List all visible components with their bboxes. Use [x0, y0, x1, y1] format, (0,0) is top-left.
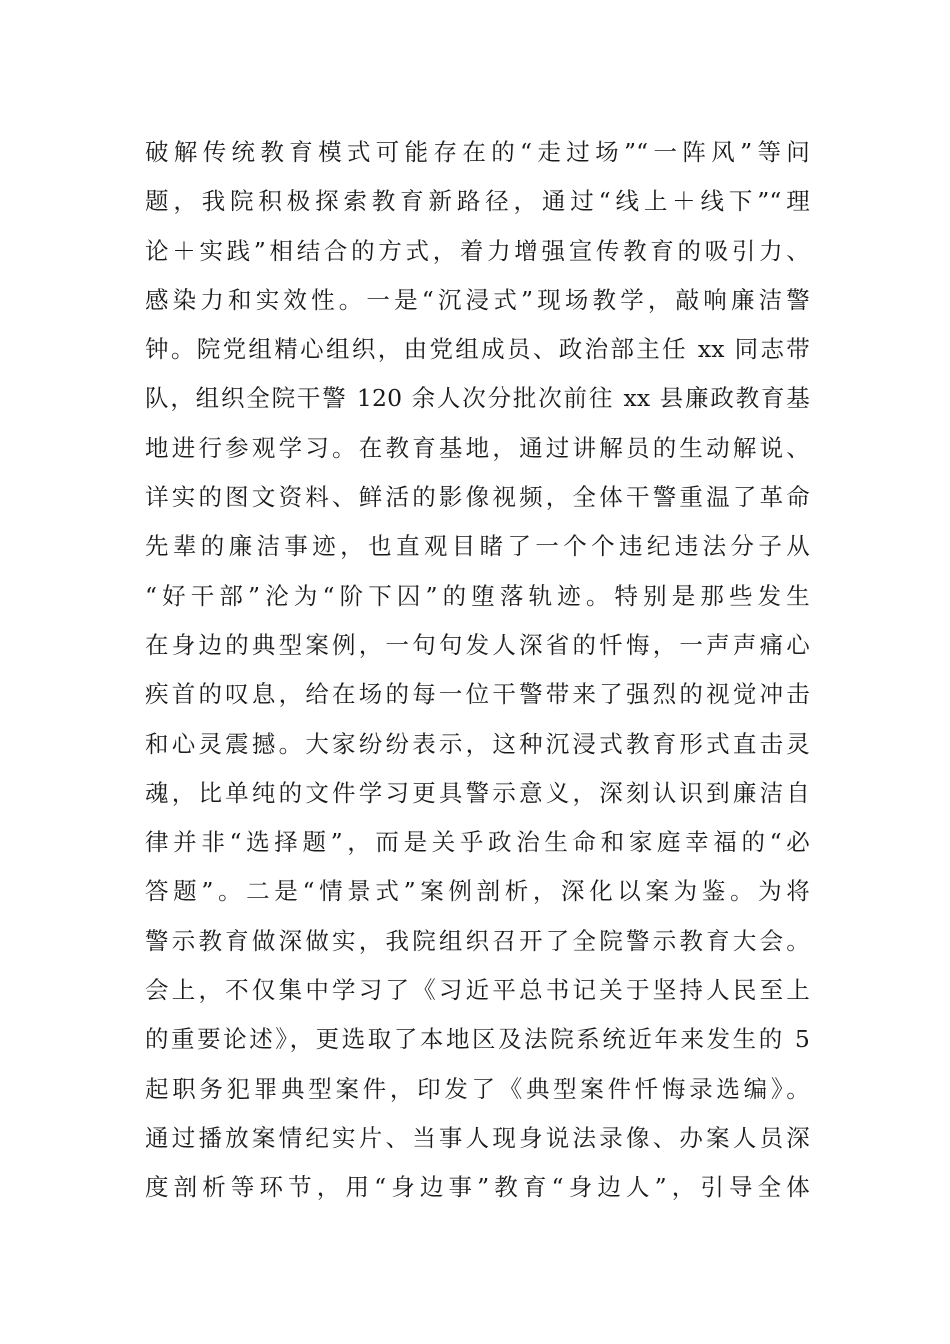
text-line: 题，我院积极探索教育新路径，通过“线上＋线下”“理	[145, 187, 810, 216]
text-line: “好干部”沦为“阶下囚”的堕落轨迹。特别是那些发生	[145, 581, 810, 610]
text-line: 律并非“选择题”，而是关乎政治生命和家庭幸福的“必	[145, 828, 810, 857]
text-line: 感染力和实效性。一是“沉浸式”现场教学，敲响廉洁警	[145, 285, 810, 314]
text-line: 疾首的叹息，给在场的每一位干警带来了强烈的视觉冲击	[145, 680, 810, 709]
text-line: 答题”。二是“情景式”案例剖析，深化以案为鉴。为将	[145, 877, 810, 906]
text-line: 会上，不仅集中学习了《习近平总书记关于坚持人民至上	[145, 976, 810, 1005]
text-line: 警示教育做深做实，我院组织召开了全院警示教育大会。	[145, 926, 810, 955]
body-paragraph	[145, 128, 810, 1213]
text-line: 和心灵震撼。大家纷纷表示，这种沉浸式教育形式直击灵	[145, 729, 810, 758]
text-line: 详实的图文资料、鲜活的影像视频，全体干警重温了革命	[145, 483, 810, 512]
text-line: 地进行参观学习。在教育基地，通过讲解员的生动解说、	[145, 433, 810, 462]
text-line: 先辈的廉洁事迹，也直观目睹了一个个违纪违法分子从	[145, 532, 810, 561]
text-line: 通过播放案情纪实片、当事人现身说法录像、办案人员深	[145, 1123, 810, 1152]
text-line: 队，组织全院干警 120 余人次分批次前往 xx 县廉政教育基	[145, 384, 810, 413]
text-line: 的重要论述》，更选取了本地区及法院系统近年来发生的 5	[145, 1025, 810, 1054]
text-line: 论＋实践”相结合的方式，着力增强宣传教育的吸引力、	[145, 236, 810, 265]
text-line: 魂，比单纯的文件学习更具警示意义，深刻认识到廉洁自	[145, 778, 810, 807]
text-line: 钟。院党组精心组织，由党组成员、政治部主任 xx 同志带	[145, 335, 810, 364]
text-line: 破解传统教育模式可能存在的“走过场”“一阵风”等问	[145, 138, 810, 166]
text-line: 在身边的典型案例，一句句发人深省的忏悔，一声声痛心	[145, 630, 810, 659]
text-line: 度剖析等环节，用“身边事”教育“身边人”，引导全体	[145, 1173, 810, 1202]
text-line: 起职务犯罪典型案件，印发了《典型案件忏悔录选编》。	[145, 1074, 810, 1103]
